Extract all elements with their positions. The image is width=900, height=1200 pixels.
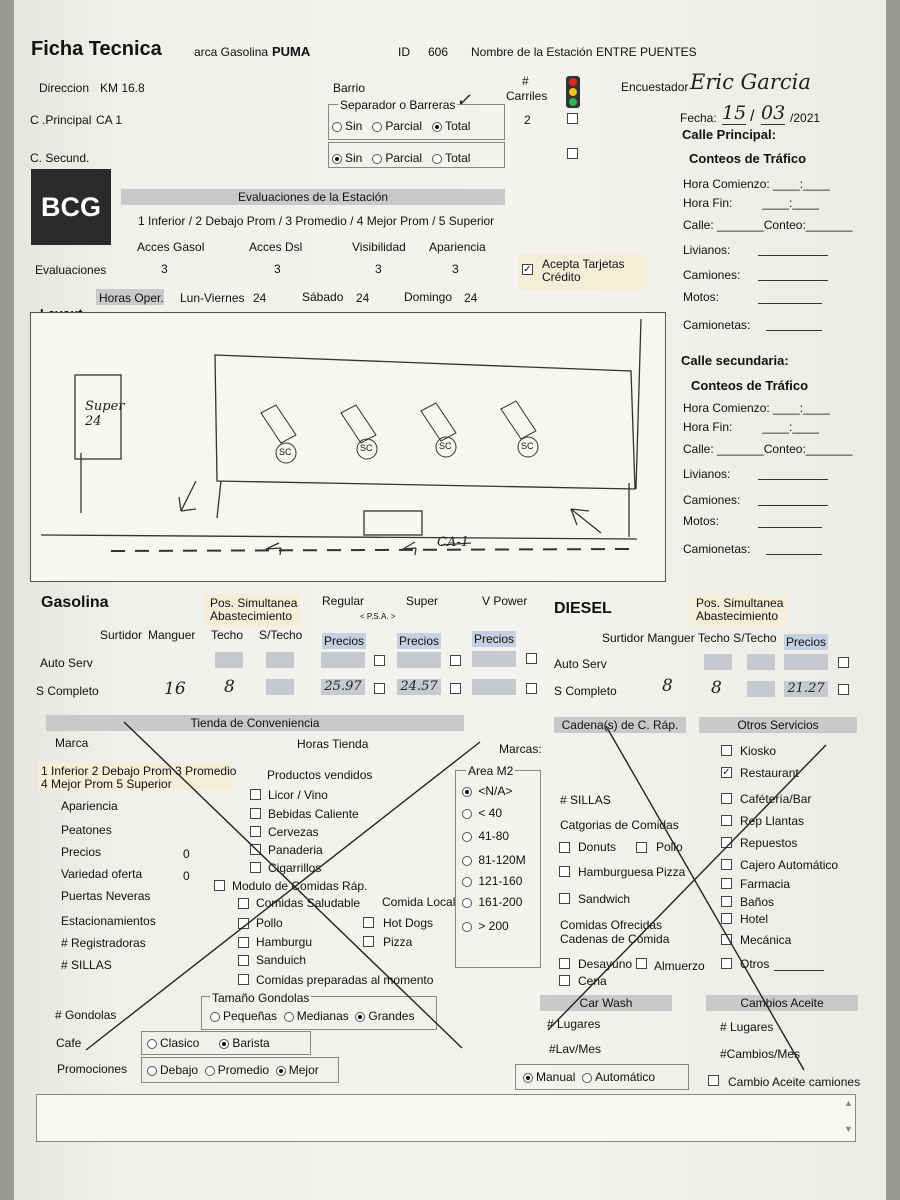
panaderia-label: Panaderia bbox=[268, 843, 323, 857]
area-radio-2[interactable] bbox=[462, 832, 472, 842]
notes-scroll-down-icon[interactable]: ▼ bbox=[844, 1124, 853, 1134]
fecha-label: Fecha: bbox=[680, 111, 717, 125]
auto-serv-label: Auto Serv bbox=[40, 656, 93, 670]
precios-hdr-3: Precios bbox=[473, 632, 514, 646]
cadenas-label: Cadenas de Comida bbox=[560, 932, 670, 946]
cadena-sillas: # SILLAS bbox=[560, 793, 611, 807]
surtidor-value[interactable]: 16 bbox=[164, 679, 186, 699]
id-label: ID bbox=[398, 45, 410, 59]
radio-total[interactable] bbox=[432, 122, 442, 132]
scompleto-vpower-price[interactable] bbox=[472, 679, 516, 695]
autoserv-techo[interactable] bbox=[215, 652, 243, 668]
llantas-label: Rep Llantas bbox=[740, 814, 805, 828]
desayuno-label: Desayuno bbox=[578, 957, 633, 971]
hora-comienzo-2: Hora Comienzo: ____:____ bbox=[683, 401, 830, 415]
marcas-label: Marcas: bbox=[499, 742, 542, 756]
barrio-label: Barrio bbox=[333, 81, 366, 95]
rating-sillas: # SILLAS bbox=[61, 958, 112, 972]
secundaria-title: Calle secundaria: bbox=[681, 353, 789, 368]
licor-cb[interactable] bbox=[250, 789, 261, 800]
diesel-surtidor-value[interactable]: 8 bbox=[662, 676, 673, 696]
tamano-options[interactable]: Pequeñas Medianas Grandes bbox=[210, 1009, 414, 1023]
opt-parcial: Parcial bbox=[385, 119, 423, 133]
autoserv-super-cb[interactable] bbox=[450, 655, 461, 666]
road-label: CA-1 bbox=[437, 535, 469, 550]
rating-variedad-value[interactable]: 0 bbox=[183, 869, 190, 883]
area-opt-5[interactable]: 161-200 bbox=[462, 895, 522, 909]
fecha-year-row: /2021 bbox=[790, 111, 821, 125]
carriles-label: Carriles bbox=[506, 89, 548, 103]
camiones-field-2[interactable] bbox=[758, 493, 828, 506]
pos-sim-label: Pos. Simultanea Abastecimiento bbox=[210, 596, 298, 623]
camionetas-field-1[interactable] bbox=[766, 318, 822, 331]
area-opt-1[interactable]: < 40 bbox=[462, 806, 502, 820]
calle-conteo-2: Calle: _______Conteo:_______ bbox=[683, 442, 853, 456]
hotel-label: Hotel bbox=[740, 912, 769, 926]
motos-field-1[interactable] bbox=[758, 291, 822, 304]
eval-col-2: Acces Dsl bbox=[249, 240, 303, 254]
livianos-1: Livianos: bbox=[683, 243, 731, 257]
tienda-header: Tienda de Conveniencia bbox=[46, 715, 464, 731]
carriles-checkbox[interactable] bbox=[567, 113, 578, 124]
rating-precios-value[interactable]: 0 bbox=[183, 847, 190, 861]
area-radio-1[interactable] bbox=[462, 809, 472, 819]
ofrecidas-label: Comidas Ofrecidas bbox=[560, 918, 663, 932]
autoserv-vpower-cb[interactable] bbox=[526, 653, 537, 664]
banos-label: Baños bbox=[740, 895, 775, 909]
diesel-pos-sim: Pos. Simultanea Abastecimiento bbox=[696, 596, 784, 623]
sc-label-3: SC bbox=[439, 441, 452, 451]
cadena-header: Cadena(s) de C. Ráp. bbox=[554, 717, 686, 733]
check-mark: ✓ bbox=[456, 90, 472, 111]
radio-promedio[interactable] bbox=[205, 1066, 215, 1076]
eval-val-1[interactable]: 3 bbox=[161, 262, 168, 276]
radio-total-2[interactable] bbox=[432, 154, 442, 164]
tarjetas-label: Acepta Tarjetas Crédito bbox=[542, 257, 625, 284]
encuestador-label: Encuestador bbox=[621, 80, 689, 94]
eval-header: Evaluaciones de la Estación bbox=[121, 189, 505, 205]
categorias-label: Catgorias de Comidas bbox=[560, 818, 679, 832]
radio-manual[interactable] bbox=[523, 1073, 533, 1083]
radio-clasico[interactable] bbox=[147, 1039, 157, 1049]
restaurant-cb[interactable] bbox=[721, 767, 732, 778]
separador-label: Separador o Barreras bbox=[340, 98, 456, 112]
area-radio-4[interactable] bbox=[462, 877, 472, 887]
cervezas-label: Cervezas bbox=[268, 825, 319, 839]
horas-tienda-label: Horas Tienda bbox=[297, 737, 369, 751]
autoserv-super-price[interactable] bbox=[397, 652, 441, 668]
marca-tienda-label: Marca bbox=[55, 736, 89, 750]
opt-total-2: Total bbox=[445, 151, 471, 165]
sc-label-1: SC bbox=[279, 447, 292, 457]
pollo-cadena-label: Pollo bbox=[656, 840, 683, 854]
sc-label-2: SC bbox=[360, 443, 373, 453]
eval-col-4: Apariencia bbox=[429, 240, 486, 254]
radio-automatico[interactable] bbox=[582, 1073, 592, 1083]
direccion-label: Direccion bbox=[39, 81, 90, 95]
radio-parcial[interactable] bbox=[372, 122, 382, 132]
camiones-1: Camiones: bbox=[683, 268, 741, 282]
diesel-s-completo: S Completo bbox=[554, 684, 617, 698]
kiosko-cb[interactable] bbox=[721, 745, 732, 756]
calle-conteo-1: Calle: _______Conteo:_______ bbox=[683, 218, 853, 232]
regular-label: Regular bbox=[322, 594, 365, 608]
form-title: Ficha Tecnica bbox=[31, 38, 162, 60]
radio-grandes[interactable] bbox=[355, 1012, 365, 1022]
promo-options[interactable]: Debajo Promedio Mejor bbox=[147, 1063, 319, 1077]
notes-textarea[interactable] bbox=[36, 1094, 856, 1142]
cena-cb[interactable] bbox=[559, 975, 570, 986]
autoserv-regular-price[interactable] bbox=[321, 652, 365, 668]
repuestos-cb[interactable] bbox=[721, 837, 732, 848]
lunvie-label: Lun-Viernes bbox=[180, 291, 245, 305]
cigarrillos-label: Cigarrillos bbox=[268, 861, 322, 875]
eval-val-2[interactable]: 3 bbox=[274, 262, 281, 276]
conteos-title-1: Conteos de Tráfico bbox=[689, 151, 807, 166]
cafe-label: Cafe bbox=[56, 1036, 82, 1050]
opt-total: Total bbox=[445, 119, 471, 133]
fecha-day[interactable]: 15 bbox=[722, 102, 747, 124]
pizza-cadena-label: Pizza bbox=[656, 865, 686, 879]
rating-puertas: Puertas Neveras bbox=[61, 889, 151, 903]
hora-fin-2: Hora Fin: ____:____ bbox=[683, 420, 820, 434]
radio-parcial-2[interactable] bbox=[372, 154, 382, 164]
carwash-header: Car Wash bbox=[540, 995, 672, 1011]
pollo-cadena-cb[interactable] bbox=[636, 842, 647, 853]
restaurant-label: Restaurant bbox=[740, 766, 799, 780]
manguer-value[interactable]: 8 bbox=[224, 677, 235, 697]
rating-estacionamientos: Estacionamientos bbox=[61, 914, 156, 928]
livianos-2: Livianos: bbox=[683, 467, 731, 481]
eval-row-label: Evaluaciones bbox=[35, 263, 107, 277]
banos-cb[interactable] bbox=[721, 896, 732, 907]
conteos-title-2: Conteos de Tráfico bbox=[691, 378, 809, 393]
camiones-field-1[interactable] bbox=[758, 268, 828, 281]
cena-label: Cena bbox=[578, 974, 607, 988]
otros-header: Otros Servicios bbox=[699, 717, 857, 733]
donuts-cb[interactable] bbox=[559, 842, 570, 853]
radio-sin[interactable] bbox=[332, 122, 342, 132]
diesel-autoserv-techo[interactable] bbox=[704, 654, 732, 670]
marca-label: arca Gasolina bbox=[194, 45, 269, 59]
scompleto-super-cb[interactable] bbox=[450, 683, 461, 694]
diesel-cols: Surtidor Manguer Techo S/Techo bbox=[602, 631, 777, 645]
diesel-autoserv-cb[interactable] bbox=[838, 657, 849, 668]
scompleto-vpower-cb[interactable] bbox=[526, 683, 537, 694]
area-radio-0[interactable] bbox=[462, 787, 472, 797]
id-value[interactable]: 606 bbox=[428, 45, 449, 59]
radio-medianas[interactable] bbox=[284, 1012, 294, 1022]
area-label: Area M2 bbox=[468, 764, 514, 778]
sanduich-label: Sanduich bbox=[256, 953, 307, 967]
cajero-cb[interactable] bbox=[721, 859, 732, 870]
sanduich-cb[interactable] bbox=[238, 955, 249, 966]
radio-barista[interactable] bbox=[219, 1039, 229, 1049]
opt-sin: Sin bbox=[345, 119, 363, 133]
form-sheet bbox=[14, 0, 886, 1200]
pizza-cb[interactable] bbox=[363, 936, 374, 947]
camionetas-field-2[interactable] bbox=[766, 542, 822, 555]
mecanica-cb[interactable] bbox=[721, 934, 732, 945]
radio-pequenas[interactable] bbox=[210, 1012, 220, 1022]
price-regular[interactable]: 25.97 bbox=[321, 679, 365, 695]
saludable-cb[interactable] bbox=[238, 898, 249, 909]
cafeteria-label: Cafétería/Bar bbox=[740, 792, 812, 806]
diesel-scompleto-cb[interactable] bbox=[838, 684, 849, 695]
principal-title: Calle Principal: bbox=[682, 127, 776, 142]
tienda-scale-2: 4 Mejor Prom 5 Superior bbox=[41, 777, 172, 791]
super-label: Super 24 bbox=[85, 399, 125, 429]
area-opt-2[interactable]: 41-80 bbox=[462, 829, 509, 843]
otros-field[interactable] bbox=[774, 958, 824, 971]
precios-hdr-1: Precios bbox=[323, 634, 364, 648]
psa-label: < P.S.A. > bbox=[360, 612, 396, 621]
area-group bbox=[455, 770, 541, 968]
rating-precios: Precios bbox=[61, 845, 102, 859]
livianos-field-2[interactable] bbox=[758, 467, 828, 480]
carriles-value[interactable]: 2 bbox=[524, 113, 531, 127]
cigarrillos-cb[interactable] bbox=[250, 862, 261, 873]
farmacia-label: Farmacia bbox=[740, 877, 791, 891]
camionetas-1: Camionetas: bbox=[683, 318, 751, 332]
cambios-lugares: # Lugares bbox=[720, 1020, 774, 1034]
repuestos-label: Repuestos bbox=[740, 836, 798, 850]
diesel-price[interactable]: 21.27 bbox=[784, 681, 828, 697]
comida-local-label: Comida Local bbox=[382, 895, 456, 909]
bebidas-label: Bebidas Caliente bbox=[268, 807, 359, 821]
carriles-hash: # bbox=[522, 74, 529, 88]
cervezas-cb[interactable] bbox=[250, 826, 261, 837]
sabado-value[interactable]: 24 bbox=[356, 291, 370, 305]
otros-label: Otros bbox=[740, 957, 770, 971]
sandwich-cb[interactable] bbox=[559, 893, 570, 904]
cafe-options[interactable]: Clasico Barista bbox=[147, 1036, 270, 1050]
eval-col-3: Visibilidad bbox=[352, 240, 406, 254]
cafeteria-cb[interactable] bbox=[721, 793, 732, 804]
area-opt-6[interactable]: > 200 bbox=[462, 919, 509, 933]
autoserv-vpower-price[interactable] bbox=[472, 651, 516, 667]
station-label: Nombre de la Estación bbox=[471, 45, 593, 59]
livianos-field-1[interactable] bbox=[758, 243, 828, 256]
motos-2: Motos: bbox=[683, 514, 720, 528]
diesel-autoserv-price[interactable] bbox=[784, 654, 828, 670]
carwash-lugares: # Lugares bbox=[547, 1017, 601, 1031]
motos-1: Motos: bbox=[683, 290, 720, 304]
hotdogs-label: Hot Dogs bbox=[383, 916, 434, 930]
donuts-label: Donuts bbox=[578, 840, 617, 854]
eval-col-1: Acces Gasol bbox=[137, 240, 205, 254]
super-col-label: Super bbox=[406, 594, 439, 608]
rating-apariencia: Apariencia bbox=[61, 799, 118, 813]
stecho-label: S/Techo bbox=[259, 628, 303, 642]
bebidas-cb[interactable] bbox=[250, 808, 261, 819]
radio-sin-2[interactable] bbox=[332, 154, 342, 164]
diesel-auto-serv: Auto Serv bbox=[554, 657, 607, 671]
vpower-label: V Power bbox=[482, 594, 528, 608]
opt-parcial-2: Parcial bbox=[385, 151, 423, 165]
cambios-mes: #Cambios/Mes bbox=[720, 1047, 801, 1061]
carwash-options[interactable]: Manual Automático bbox=[523, 1070, 655, 1084]
saludable-label: Comidas Saludable bbox=[256, 896, 361, 910]
fecha-sep: / bbox=[750, 108, 755, 125]
tamano-label: Tamaño Gondolas bbox=[212, 991, 310, 1005]
desayuno-cb[interactable] bbox=[559, 958, 570, 969]
direccion-value[interactable]: KM 16.8 bbox=[100, 81, 145, 95]
diesel-manguer-value[interactable]: 8 bbox=[711, 678, 722, 698]
hotel-cb[interactable] bbox=[721, 913, 732, 924]
area-radio-6[interactable] bbox=[462, 922, 472, 932]
sc-label-4: SC bbox=[521, 441, 534, 451]
camionetas-2: Camionetas: bbox=[683, 542, 751, 556]
modulo-label: Modulo de Comidas Ráp. bbox=[232, 879, 368, 893]
diesel-scompleto-stecho[interactable] bbox=[747, 681, 775, 697]
eval-scale: 1 Inferior / 2 Debajo Prom / 3 Promedio / 4 Mejor Prom / 5 Superior bbox=[138, 214, 495, 228]
hamburgu-cb[interactable] bbox=[238, 937, 249, 948]
llantas-cb[interactable] bbox=[721, 815, 732, 826]
pollo-label: Pollo bbox=[256, 916, 283, 930]
eval-val-4[interactable]: 3 bbox=[452, 262, 459, 276]
radio-debajo[interactable] bbox=[147, 1066, 157, 1076]
hora-fin-1: Hora Fin: ____:____ bbox=[683, 196, 820, 210]
cambio-camiones-cb[interactable] bbox=[708, 1075, 719, 1086]
notes-scroll-up-icon[interactable]: ▲ bbox=[844, 1098, 853, 1108]
panaderia-cb[interactable] bbox=[250, 844, 261, 855]
horas-label: Horas Oper. bbox=[99, 291, 164, 305]
separador-options[interactable] bbox=[332, 119, 470, 133]
layout-canvas[interactable] bbox=[30, 312, 666, 582]
principal-value[interactable]: CA 1 bbox=[96, 113, 123, 127]
gondolas-label: # Gondolas bbox=[55, 1008, 117, 1022]
marca-value[interactable]: PUMA bbox=[272, 44, 311, 59]
fecha-year[interactable]: 2021 bbox=[793, 111, 821, 125]
productos-label: Productos vendidos bbox=[267, 768, 373, 782]
almuerzo-cb[interactable] bbox=[636, 958, 647, 969]
precios-hdr-2: Precios bbox=[398, 634, 439, 648]
promociones-label: Promociones bbox=[57, 1062, 128, 1076]
hamburgu-label: Hamburgu bbox=[256, 935, 313, 949]
preparadas-cb[interactable] bbox=[238, 974, 249, 985]
area-opt-3[interactable]: 81-120M bbox=[462, 853, 526, 867]
diesel-autoserv-stecho[interactable] bbox=[747, 654, 775, 670]
radio-mejor[interactable] bbox=[276, 1066, 286, 1076]
tienda-scale-1: 1 Inferior 2 Debajo Prom 3 Promedio bbox=[41, 764, 237, 778]
fecha-month[interactable]: 03 bbox=[761, 102, 786, 124]
opt-sin-2: Sin bbox=[345, 151, 363, 165]
cajero-label: Cajero Automático bbox=[740, 858, 839, 872]
almuerzo-label: Almuerzo bbox=[654, 959, 705, 973]
mecanica-label: Mecánica bbox=[740, 933, 792, 947]
principal-label: C .Principal bbox=[30, 113, 92, 127]
traffic-light-icon bbox=[566, 76, 580, 108]
gasolina-title: Gasolina bbox=[41, 594, 109, 611]
area-opt-0[interactable]: <N/A> bbox=[462, 784, 512, 798]
pizza-label: Pizza bbox=[383, 935, 413, 949]
rating-registradoras: # Registradoras bbox=[61, 936, 146, 950]
secund-options[interactable] bbox=[332, 151, 470, 165]
domingo-value[interactable]: 24 bbox=[464, 291, 478, 305]
pollo-cb[interactable] bbox=[238, 918, 249, 929]
bcg-logo: BCG bbox=[31, 169, 111, 245]
encuestador-value[interactable]: Eric Garcia bbox=[690, 70, 811, 94]
preparadas-label: Comidas preparadas al momento bbox=[256, 973, 434, 987]
lunvie-value[interactable]: 24 bbox=[253, 291, 267, 305]
sandwich-label: Sandwich bbox=[578, 892, 631, 906]
otros-cb[interactable] bbox=[721, 958, 732, 969]
station-value[interactable]: ENTRE PUENTES bbox=[596, 45, 697, 59]
hamburguesa-label: Hamburguesa bbox=[578, 865, 654, 879]
autoserv-regular-cb[interactable] bbox=[374, 655, 385, 666]
layout-sketch bbox=[31, 313, 665, 581]
scompleto-stecho[interactable] bbox=[266, 679, 294, 695]
area-radio-3[interactable] bbox=[462, 856, 472, 866]
diesel-precios-hdr: Precios bbox=[785, 635, 826, 649]
rating-peatones: Peatones bbox=[61, 823, 112, 837]
hamburguesa-cb[interactable] bbox=[559, 866, 570, 877]
surtidor-label: Surtidor bbox=[100, 628, 143, 642]
eval-val-3[interactable]: 3 bbox=[375, 262, 382, 276]
s-completo-label: S Completo bbox=[36, 684, 99, 698]
autoserv-stecho[interactable] bbox=[266, 652, 294, 668]
diesel-title: DIESEL bbox=[554, 600, 612, 617]
modulo-cb[interactable] bbox=[214, 880, 225, 891]
area-radio-5[interactable] bbox=[462, 898, 472, 908]
secund-checkbox[interactable] bbox=[567, 148, 578, 159]
cambios-header: Cambios Aceite bbox=[706, 995, 858, 1011]
tarjetas-checkbox[interactable] bbox=[522, 264, 533, 275]
techo-label: Techo bbox=[211, 628, 244, 642]
secund-label: C. Secund. bbox=[30, 151, 90, 165]
area-opt-4[interactable]: 121-160 bbox=[462, 874, 522, 888]
licor-label: Licor / Vino bbox=[268, 788, 328, 802]
kiosko-label: Kiosko bbox=[740, 744, 777, 758]
price-super[interactable]: 24.57 bbox=[397, 679, 441, 695]
scompleto-regular-cb[interactable] bbox=[374, 683, 385, 694]
camiones-2: Camiones: bbox=[683, 493, 741, 507]
motos-field-2[interactable] bbox=[758, 515, 822, 528]
cambio-camiones-label: Cambio Aceite camiones bbox=[728, 1075, 861, 1089]
carwash-lavmes: #Lav/Mes bbox=[549, 1042, 602, 1056]
domingo-label: Domingo bbox=[404, 290, 453, 304]
hora-comienzo-1: Hora Comienzo: ____:____ bbox=[683, 177, 830, 191]
hotdogs-cb[interactable] bbox=[363, 917, 374, 928]
sabado-label: Sábado bbox=[302, 290, 344, 304]
rating-variedad: Variedad oferta bbox=[61, 867, 143, 881]
farmacia-cb[interactable] bbox=[721, 878, 732, 889]
manguer-label: Manguer bbox=[148, 628, 196, 642]
